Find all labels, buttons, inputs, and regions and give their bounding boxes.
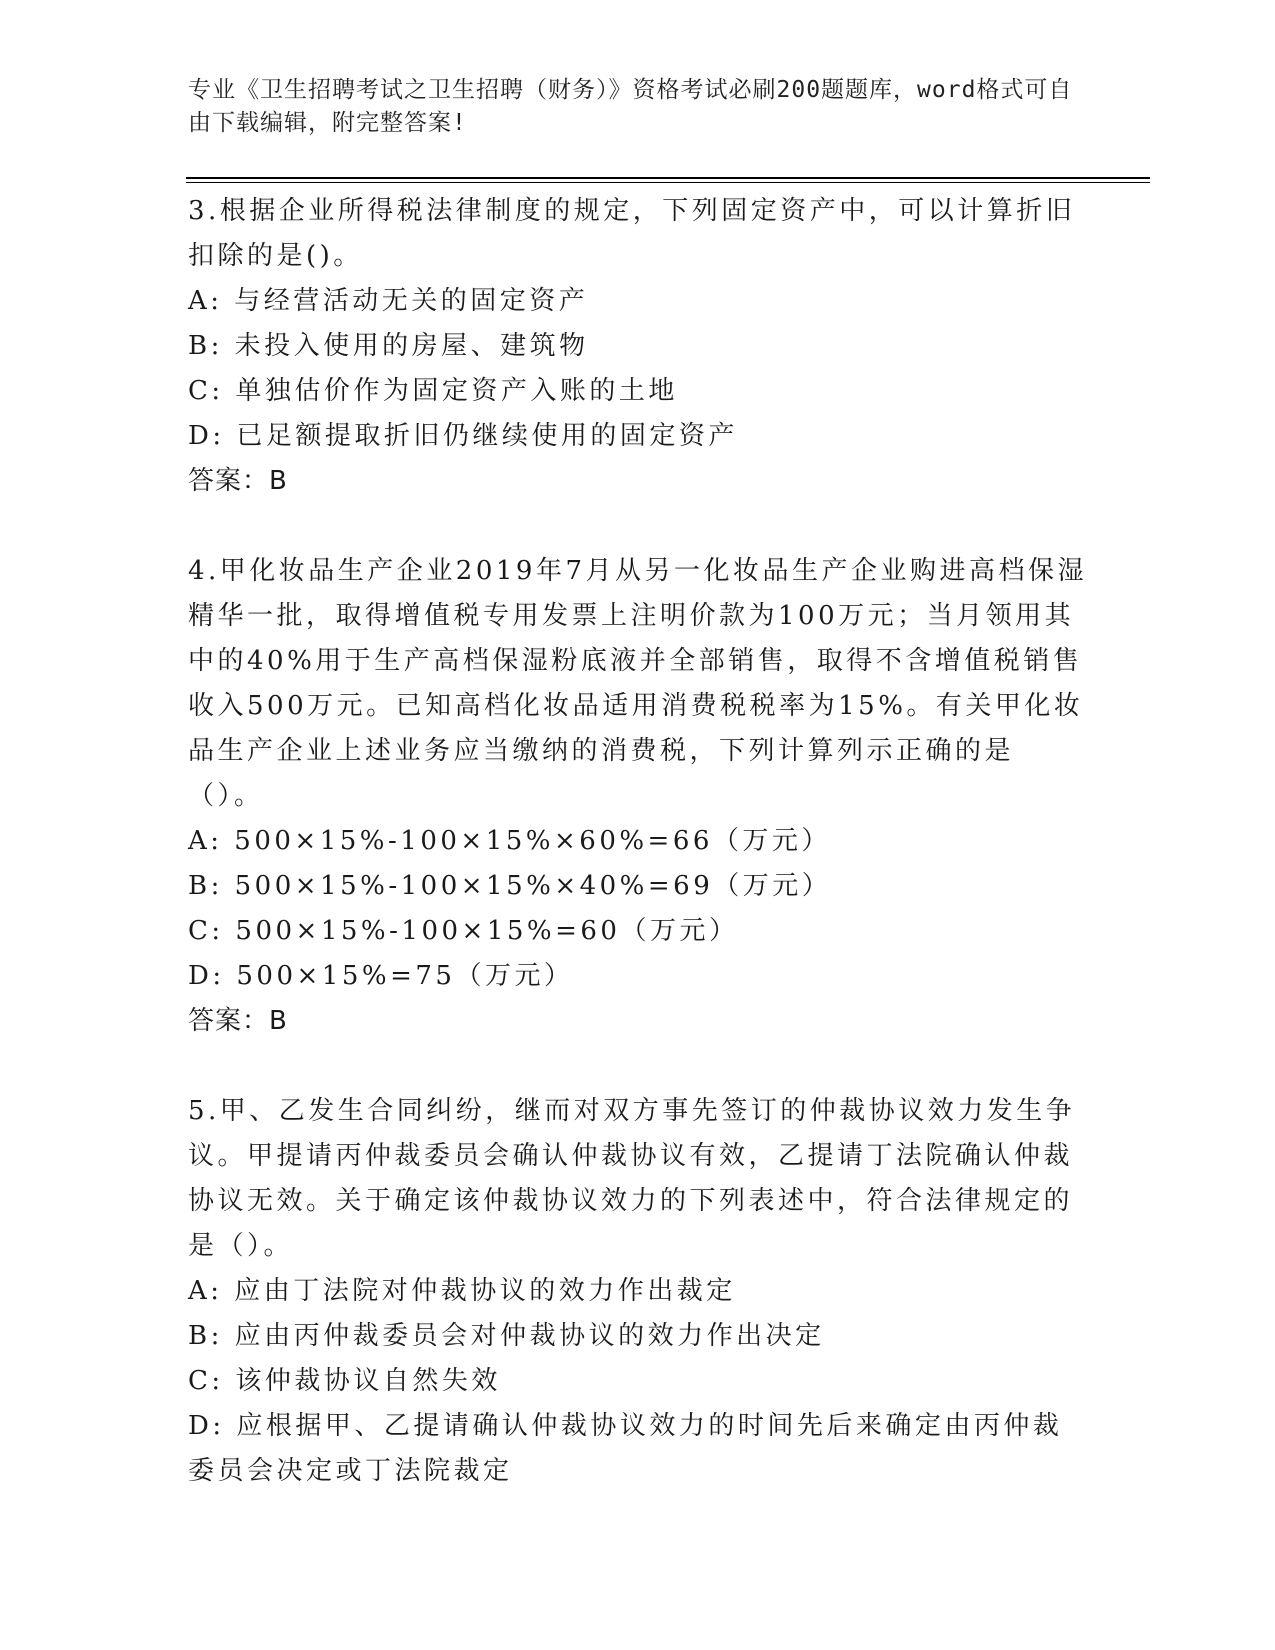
header-divider-thin — [186, 182, 1150, 183]
option-c: C: 500×15%-100×15%=60（万元） — [188, 916, 739, 946]
question-stem: 4.甲化妆品生产企业2019年7月从另一化妆品生产企业购进高档保湿精华一批，取得增值税专用发票上注明价款为100万元；当月领用其中的40%用于生产高档保湿粉底液并全部销售，取得不含增值税销售收入500万元。已知高档化妆品适用消费税税率为15%。有关甲化妆品生产企业上述业务应当缴纳的消费税，下列计算列示正确的是（）。 — [188, 556, 1088, 811]
option-a: A: 应由丁法院对仲裁协议的效力作出裁定 — [188, 1276, 736, 1306]
option-c: C: 单独估价作为固定资产入账的土地 — [188, 376, 678, 406]
question-3 — [188, 189, 1088, 504]
question-5 — [188, 1089, 1088, 1494]
option-b: B: 500×15%-100×15%×40%=69（万元） — [188, 871, 832, 901]
option-d: D: 500×15%=75（万元） — [188, 961, 574, 991]
option-d: D: 应根据甲、乙提请确认仲裁协议效力的时间先后来确定由丙仲裁委员会决定或丁法院裁定 — [188, 1411, 1063, 1486]
option-d: D: 已足额提取折旧仍继续使用的固定资产 — [188, 421, 738, 451]
question-4 — [188, 549, 1088, 1044]
answer-line: 答案：B — [188, 1006, 288, 1036]
option-a: A: 500×15%-100×15%×60%=66（万元） — [188, 826, 831, 856]
option-b: B: 应由丙仲裁委员会对仲裁协议的效力作出决定 — [188, 1321, 825, 1351]
document-header: 专业《卫生招聘考试之卫生招聘（财务）》资格考试必刷200题题库，word格式可自由下载编辑，附完整答案! — [188, 77, 1073, 136]
header-divider-thick — [186, 177, 1150, 179]
question-stem: 5.甲、乙发生合同纠纷，继而对双方事先签订的仲裁协议效力发生争议。甲提请丙仲裁委员会确认仲裁协议有效，乙提请丁法院确认仲裁协议无效。关于确定该仲裁协议效力的下列表述中，符合法律规定的是（）。 — [188, 1096, 1076, 1261]
option-c: C: 该仲裁协议自然失效 — [188, 1366, 501, 1396]
question-list — [188, 189, 1088, 1494]
option-a: A: 与经营活动无关的固定资产 — [188, 286, 589, 316]
question-stem: 3.根据企业所得税法律制度的规定，下列固定资产中，可以计算折旧扣除的是()。 — [188, 196, 1076, 271]
answer-line: 答案：B — [188, 466, 288, 496]
option-b: B: 未投入使用的房屋、建筑物 — [188, 331, 589, 361]
